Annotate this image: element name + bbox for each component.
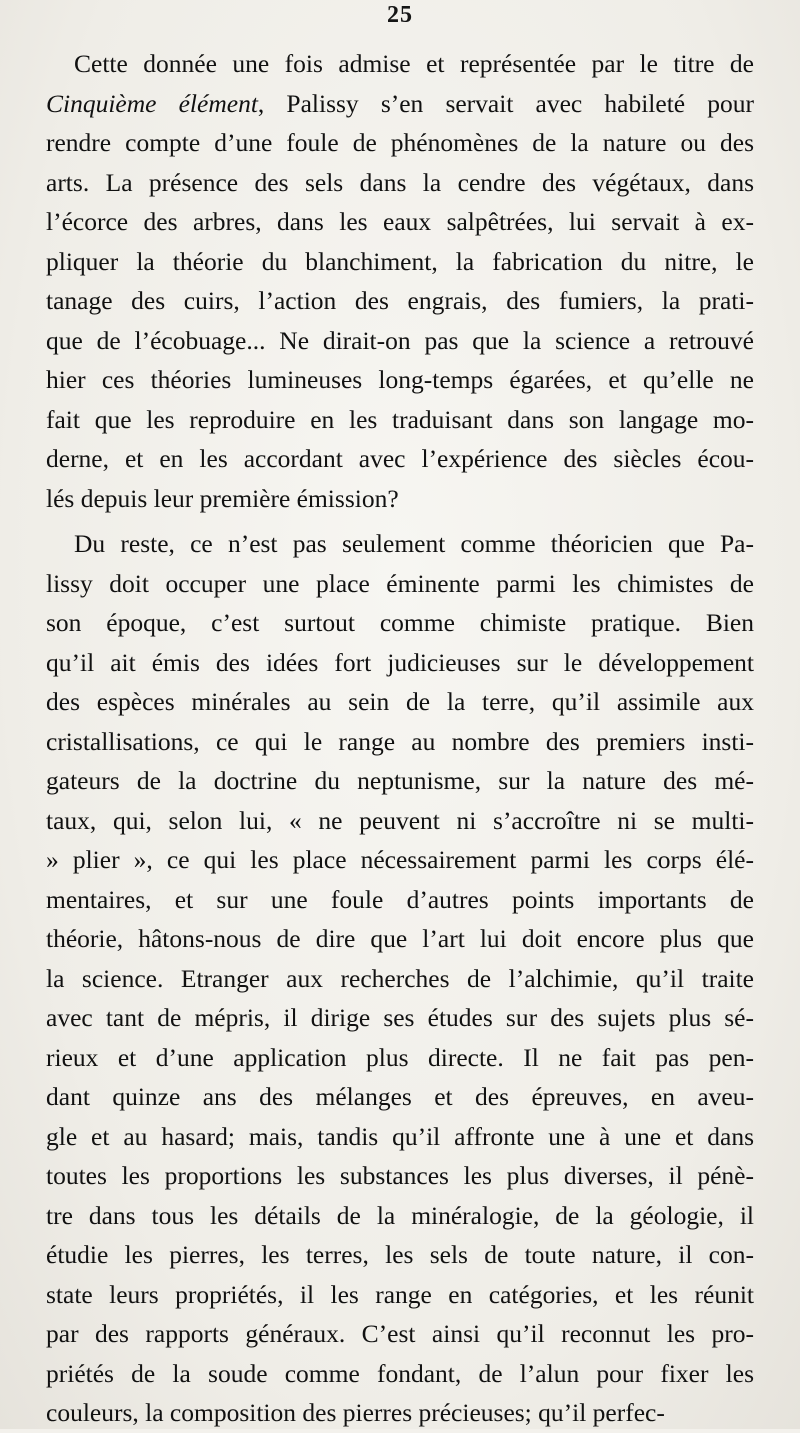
text-segment: priétés de la soude comme fondant, de l’alun pour fixer les [46, 1358, 754, 1388]
text-segment: gle et au hasard; mais, tandis qu’il affronte une à une et dans [46, 1121, 754, 1151]
text-segment: fait que les reproduire en les traduisant dans son langage mo- [46, 404, 754, 434]
text-segment: taux, qui, selon lui, « ne peuvent ni s’accroître ni se multi- [46, 805, 754, 835]
text-line [46, 643, 754, 683]
text-segment: cristallisations, ce qui le range au nombre des premiers insti- [46, 726, 754, 756]
text-segment: lissy doit occuper une place éminente parmi les chimistes de [46, 568, 754, 598]
text-segment: l’écorce des arbres, dans les eaux salpêtrées, lui servait à ex- [46, 207, 754, 236]
text-line [46, 84, 754, 124]
text-line [46, 1235, 754, 1275]
text-segment: théorie, hâtons-nous de dire que l’art lui doit encore plus que [46, 924, 754, 953]
text-segment: dant quinze ans des mélanges et des épreuves, en aveu- [46, 1082, 754, 1111]
text-segment: qu’il ait émis des idées fort judicieuses sur le développement [46, 647, 754, 677]
text-segment: son époque, c’est surtout comme chimiste pratique. Bien [46, 608, 754, 637]
paragraph-2 [46, 524, 754, 1433]
text-line [46, 801, 754, 841]
paragraph-1 [46, 44, 754, 518]
text-line [46, 400, 754, 440]
text-segment: par des rapports généraux. C’est ainsi qu’il reconnut les pro- [46, 1319, 754, 1348]
text-line [46, 1275, 754, 1315]
body-text [46, 44, 754, 1433]
text-line [46, 123, 754, 163]
text-segment: mentaires, et sur une foule d’autres points importants de [46, 884, 754, 914]
text-segment: rendre compte d’une foule de phénomènes de la nature ou des [46, 128, 754, 157]
page-number: 25 [387, 2, 413, 28]
text-segment: Du reste, ce n’est pas seulement comme théoricien que Pa- [74, 529, 754, 558]
text-line [46, 1156, 754, 1196]
text-line [46, 1196, 754, 1236]
text-segment: state leurs propriétés, il les range en catégories, et les réunit [46, 1279, 754, 1309]
text-segment: gateurs de la doctrine du neptunisme, sur la nature des mé- [46, 766, 754, 795]
text-segment: hier ces théories lumineuses long-temps égarées, et qu’elle ne [46, 365, 754, 394]
text-line [46, 44, 754, 84]
text-line [46, 202, 754, 242]
text-line [46, 682, 754, 722]
text-segment: des espèces minérales au sein de la terre, qu’il assimile aux [46, 687, 754, 716]
text-line [46, 281, 754, 321]
text-segment: la science. Etranger aux recherches de l’alchimie, qu’il traite [46, 963, 754, 993]
text-line [46, 242, 754, 282]
text-segment: toutes les proportions les substances les plus diverses, il pénè- [46, 1161, 754, 1190]
text-line [46, 919, 754, 959]
text-line [46, 439, 754, 479]
text-segment: Cette donnée une fois admise et représentée par le titre de [74, 49, 754, 78]
text-line [46, 603, 754, 643]
text-segment: rieux et d’une application plus directe. Il ne fait pas pen- [46, 1042, 754, 1072]
text-segment: » plier », ce qui les place nécessairement parmi les corps élé- [46, 845, 754, 874]
text-segment: couleurs, la composition des pierres précieuses; qu’il perfec- [46, 1398, 665, 1427]
text-line [46, 998, 754, 1038]
text-segment: pliquer la théorie du blanchiment, la fabrication du nitre, le [46, 246, 754, 276]
text-segment: étudie les pierres, les terres, les sels de toute nature, il con- [46, 1240, 754, 1269]
text-line [46, 321, 754, 361]
text-segment: derne, et en les accordant avec l’expérience des siècles écou- [46, 444, 754, 473]
text-line [46, 1354, 754, 1394]
text-line [46, 880, 754, 920]
text-line [46, 1314, 754, 1354]
text-line [46, 959, 754, 999]
text-line [46, 524, 754, 564]
text-line [46, 840, 754, 880]
text-line [46, 360, 754, 400]
text-line [46, 1038, 754, 1078]
text-line [46, 1077, 754, 1117]
italic-phrase: Cinquième élément [46, 88, 258, 118]
text-segment: tanage des cuirs, l’action des engrais, des fumiers, la prati- [46, 286, 754, 315]
text-line [46, 1117, 754, 1157]
text-line [46, 564, 754, 604]
text-line [46, 722, 754, 762]
text-segment: avec tant de mépris, il dirige ses études sur des sujets plus sé- [46, 1003, 754, 1032]
text-segment: tre dans tous les détails de la minéralogie, de la géologie, il [46, 1200, 754, 1230]
text-segment: lés depuis leur première émission? [46, 483, 399, 513]
text-line [46, 479, 754, 519]
text-segment: que de l’écobuage... Ne dirait-on pas que la science a retrouvé [46, 325, 754, 355]
text-line [46, 761, 754, 801]
text-segment: , Palissy s’en servait avec habileté pour [257, 88, 754, 118]
text-line [46, 163, 754, 203]
text-line [46, 1393, 754, 1433]
text-segment: arts. La présence des sels dans la cendre des végétaux, dans [46, 167, 754, 197]
